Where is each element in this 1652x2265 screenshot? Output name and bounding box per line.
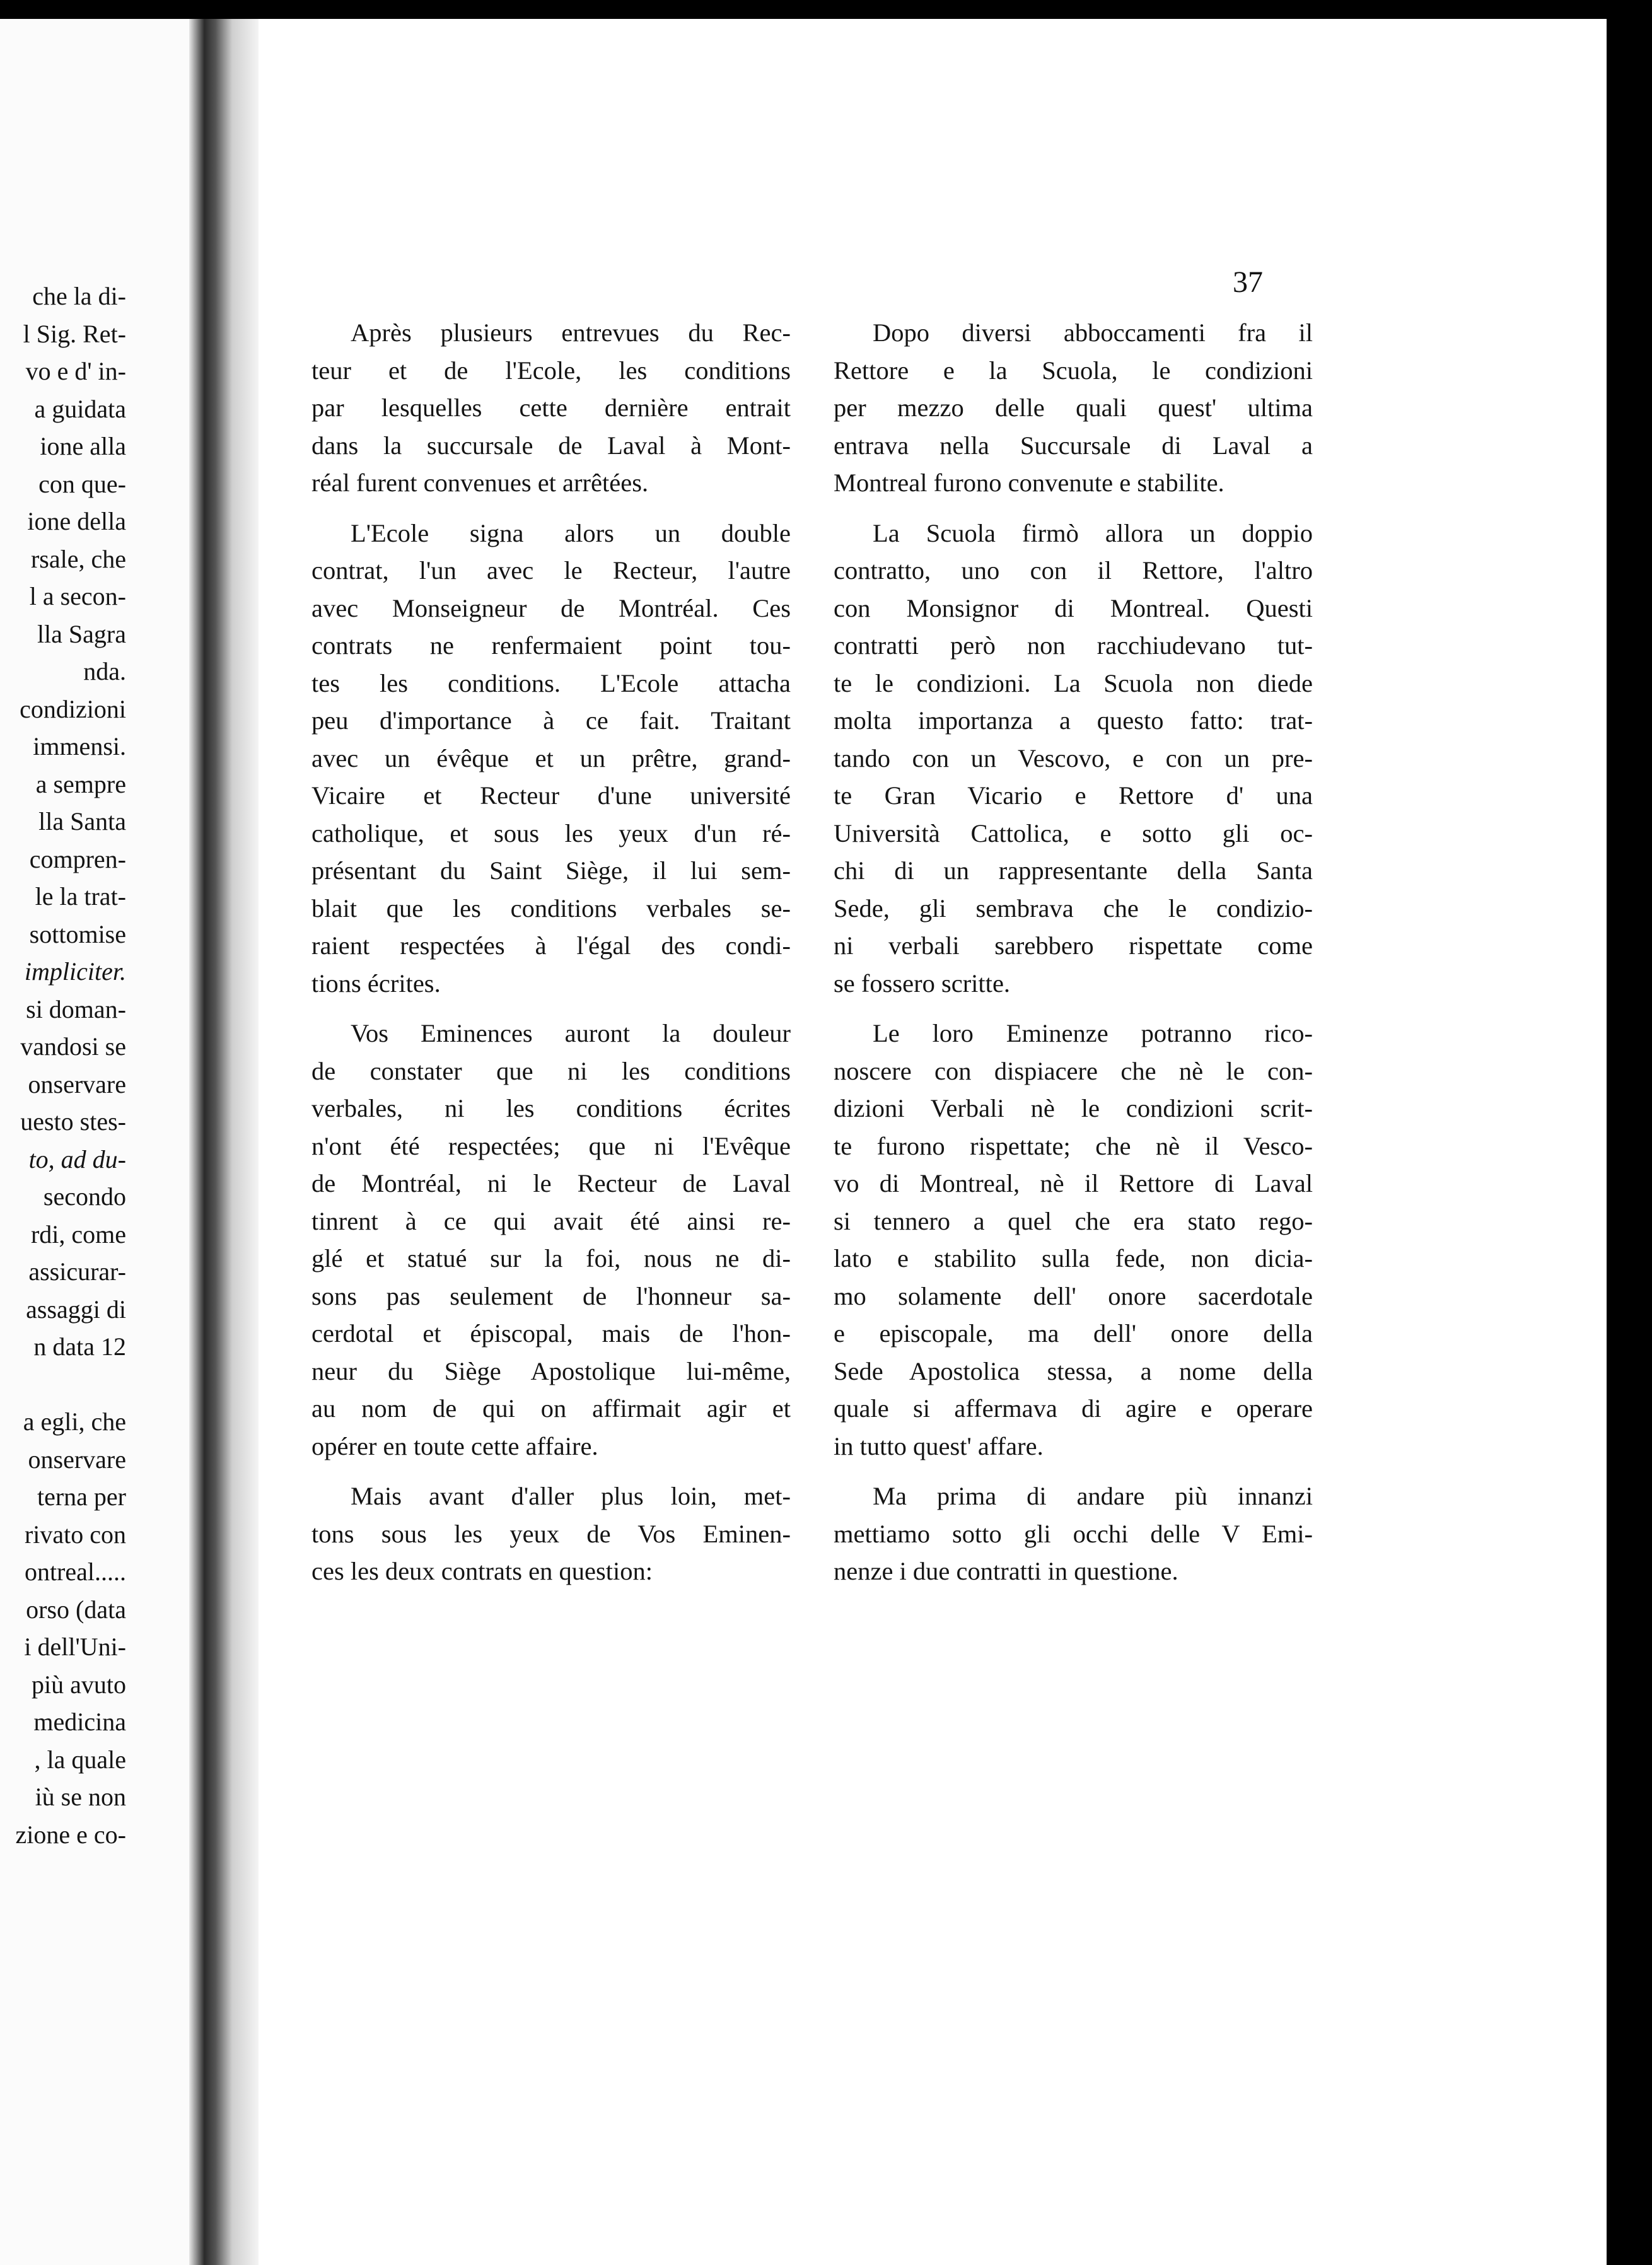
- previous-page-line: ione della: [27, 507, 126, 535]
- previous-page-line: assicurar-: [28, 1257, 126, 1286]
- text-line: Mais avant d'aller plus loin, met-: [351, 1482, 791, 1510]
- text-line: La Scuola firmò allora un doppio: [873, 518, 1313, 547]
- text-line: catholique, et sous les yeux d'un ré-: [311, 818, 791, 847]
- previous-page-line: sottomise: [29, 919, 126, 948]
- text-line: entrava nella Succursale di Laval a: [834, 431, 1313, 460]
- text-line: si tennero a quel che era stato rego-: [834, 1206, 1313, 1235]
- previous-page-line: i dell'Uni-: [24, 1633, 126, 1661]
- previous-page-line: che la di-: [32, 282, 126, 310]
- text-line: Après plusieurs entrevues du Rec-: [351, 318, 791, 347]
- previous-page-line: più avuto: [32, 1670, 126, 1699]
- text-line: raient respectées à l'égal des condi-: [311, 931, 791, 960]
- previous-page-line: condizioni: [20, 694, 126, 723]
- text-line: verbales, ni les conditions écrites: [311, 1094, 791, 1122]
- paragraph: [311, 1477, 791, 1590]
- previous-page-line: l Sig. Ret-: [23, 319, 126, 348]
- paragraph: [834, 1015, 1313, 1465]
- page-number: 37: [1233, 265, 1263, 299]
- previous-page-line: n data 12: [33, 1332, 126, 1361]
- previous-page-line: si doman-: [26, 994, 126, 1023]
- previous-page-line: con que-: [38, 469, 126, 498]
- previous-page-line: lla Santa: [38, 807, 126, 836]
- text-line: contratto, uno con il Rettore, l'altro: [834, 556, 1313, 585]
- text-line: in tutto quest' affare.: [834, 1431, 1044, 1460]
- previous-page-line: to, ad du-: [28, 1144, 126, 1173]
- previous-page-line: a guidata: [34, 394, 126, 423]
- text-line: molta importanza a questo fatto: trat-: [834, 706, 1313, 735]
- french-column: [311, 314, 791, 1603]
- previous-page-line: iù se non: [35, 1783, 126, 1811]
- previous-page-line: medicina: [33, 1708, 126, 1736]
- text-line: par lesquelles cette dernière entrait: [311, 393, 791, 422]
- text-line: noscere con dispiacere che nè le con-: [834, 1056, 1313, 1085]
- paragraph: [834, 515, 1313, 1003]
- text-line: contratti però non racchiudevano tut-: [834, 631, 1313, 660]
- previous-page-line: onservare: [28, 1069, 126, 1098]
- text-line: de constater que ni les conditions: [311, 1056, 791, 1085]
- text-line: vo di Montreal, nè il Rettore di Laval: [834, 1169, 1313, 1197]
- text-line: e episcopale, ma dell' onore della: [834, 1319, 1313, 1348]
- current-page: [259, 19, 1607, 2265]
- text-line: Montreal furono convenute e stabilite.: [834, 469, 1224, 497]
- previous-page-line: onservare: [28, 1445, 126, 1474]
- text-line: lato e stabilito sulla fede, non dicia-: [834, 1244, 1313, 1272]
- text-line: chi di un rappresentante della Santa: [834, 856, 1313, 885]
- previous-page-line: nda.: [83, 657, 126, 685]
- previous-page-line: vandosi se: [20, 1032, 126, 1061]
- text-line: tions écrites.: [311, 969, 441, 998]
- text-line: neur du Siège Apostolique lui-même,: [311, 1356, 791, 1385]
- text-line: mettiamo sotto gli occhi delle V Emi-: [834, 1519, 1313, 1548]
- scanner-border-top: [0, 0, 1652, 19]
- text-line: présentant du Saint Siège, il lui sem-: [311, 856, 791, 885]
- text-line: blait que les conditions verbales se-: [311, 894, 791, 923]
- text-line: se fossero scritte.: [834, 969, 1011, 998]
- book-gutter: [189, 19, 259, 2265]
- italian-column: [834, 314, 1313, 1603]
- previous-page-line: rsale, che: [30, 544, 126, 573]
- previous-page-line: le la trat-: [35, 882, 126, 911]
- previous-page-line: terna per: [37, 1482, 126, 1511]
- previous-page-line: zione e co-: [15, 1820, 126, 1849]
- scanner-border-right: [1607, 0, 1652, 2265]
- paragraph: [834, 1477, 1313, 1590]
- text-line: Sede, gli sembrava che le condizio-: [834, 894, 1313, 923]
- previous-page-line: ione alla: [40, 432, 126, 460]
- text-line: con Monsignor di Montreal. Questi: [834, 593, 1313, 622]
- text-line: avec un évêque et un prêtre, grand-: [311, 743, 791, 772]
- text-line: tons sous les yeux de Vos Eminen-: [311, 1519, 791, 1548]
- text-line: cerdotal et épiscopal, mais de l'hon-: [311, 1319, 791, 1348]
- text-line: peu d'importance à ce fait. Traitant: [311, 706, 791, 735]
- text-line: contrats ne renfermaient point tou-: [311, 631, 791, 660]
- text-line: au nom de qui on affirmait agir et: [311, 1394, 791, 1423]
- text-line: tes les conditions. L'Ecole attacha: [311, 668, 791, 697]
- previous-page-line: compren-: [29, 844, 126, 873]
- text-line: ces les deux contrats en question:: [311, 1557, 653, 1585]
- text-line: ni verbali sarebbero rispettate come: [834, 931, 1313, 960]
- previous-page-line: ontreal.....: [24, 1558, 126, 1586]
- text-line: per mezzo delle quali quest' ultima: [834, 393, 1313, 422]
- text-line: te furono rispettate; che nè il Vesco-: [834, 1131, 1313, 1160]
- text-line: contrat, l'un avec le Recteur, l'autre: [311, 556, 791, 585]
- previous-page-line: a egli, che: [23, 1407, 126, 1436]
- previous-page-text: [0, 277, 126, 1853]
- text-line: dizioni Verbali nè le condizioni scrit-: [834, 1094, 1313, 1122]
- text-line: Università Cattolica, e sotto gli oc-: [834, 818, 1313, 847]
- previous-page-line: assaggi di: [26, 1295, 126, 1324]
- previous-page-line: [0, 1366, 126, 1404]
- paragraph: [311, 515, 791, 1003]
- previous-page-line: l a secon-: [29, 582, 126, 610]
- paragraph: [834, 314, 1313, 502]
- previous-page-line: lla Sagra: [37, 619, 126, 648]
- text-line: sons pas seulement de l'honneur sa-: [311, 1281, 791, 1310]
- text-line: L'Ecole signa alors un double: [351, 518, 791, 547]
- previous-page-line: , la quale: [34, 1745, 126, 1774]
- previous-page-line: orso (data: [26, 1595, 126, 1624]
- text-line: Ma prima di andare più innanzi: [873, 1482, 1313, 1510]
- text-line: Dopo diversi abboccamenti fra il: [873, 318, 1313, 347]
- text-line: Vicaire et Recteur d'une université: [311, 781, 791, 810]
- text-line: Rettore e la Scuola, le condizioni: [834, 356, 1313, 385]
- text-line: dans la succursale de Laval à Mont-: [311, 431, 791, 460]
- paragraph: [311, 314, 791, 502]
- text-line: te Gran Vicario e Rettore d' una: [834, 781, 1313, 810]
- previous-page-line: a sempre: [35, 769, 126, 798]
- previous-page-line: secondo: [43, 1182, 126, 1211]
- text-line: de Montréal, ni le Recteur de Laval: [311, 1169, 791, 1197]
- text-line: n'ont été respectées; que ni l'Evêque: [311, 1131, 791, 1160]
- previous-page-line: uesto stes-: [20, 1107, 126, 1136]
- text-line: glé et statué sur la foi, nous ne di-: [311, 1244, 791, 1272]
- previous-page-line: vo e d' in-: [25, 357, 126, 385]
- previous-page-line: rivato con: [24, 1520, 126, 1549]
- previous-page: [0, 19, 202, 2265]
- text-line: te le condizioni. La Scuola non diede: [834, 668, 1313, 697]
- text-line: opérer en toute cette affaire.: [311, 1431, 598, 1460]
- text-line: avec Monseigneur de Montréal. Ces: [311, 593, 791, 622]
- text-line: tinrent à ce qui avait été ainsi re-: [311, 1206, 791, 1235]
- text-line: teur et de l'Ecole, les conditions: [311, 356, 791, 385]
- paragraph: [311, 1015, 791, 1465]
- text-line: nenze i due contratti in questione.: [834, 1557, 1178, 1585]
- text-line: quale si affermava di agire e operare: [834, 1394, 1313, 1423]
- previous-page-line: impliciter.: [24, 957, 126, 986]
- text-line: Sede Apostolica stessa, a nome della: [834, 1356, 1313, 1385]
- previous-page-line: immensi.: [33, 732, 126, 760]
- text-line: Le loro Eminenze potranno rico-: [873, 1019, 1313, 1047]
- text-line: tando con un Vescovo, e con un pre-: [834, 743, 1313, 772]
- text-line: réal furent convenues et arrêtées.: [311, 469, 649, 497]
- previous-page-line: rdi, come: [30, 1220, 126, 1249]
- text-line: mo solamente dell' onore sacerdotale: [834, 1281, 1313, 1310]
- text-line: Vos Eminences auront la douleur: [351, 1019, 791, 1047]
